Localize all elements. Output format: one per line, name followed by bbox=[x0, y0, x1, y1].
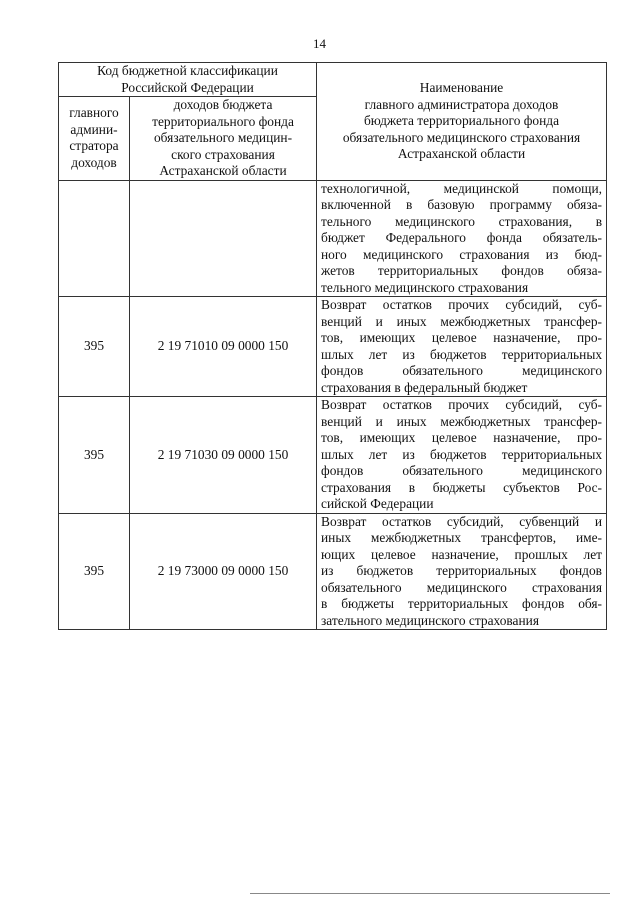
header-income-line: доходов бюджета bbox=[173, 97, 273, 112]
name-line: страхования в федеральный бюджет bbox=[321, 379, 528, 395]
name-line: ющих целевое назначение, прошлых лет bbox=[321, 546, 603, 562]
income-code-cell: 2 19 73000 09 0000 150 bbox=[130, 513, 317, 630]
name-line: страхования в бюджеты субъектов Рос- bbox=[321, 479, 603, 495]
name-line: шлых лет из бюджетов территориальных bbox=[321, 346, 603, 362]
name-line: Возврат остатков субсидий, субвенций и bbox=[321, 513, 603, 529]
table-row bbox=[59, 513, 607, 630]
name-line: тельного медицинского страхования bbox=[321, 279, 529, 295]
budget-classification-table bbox=[58, 62, 607, 630]
header-name-line: главного администратора доходов bbox=[364, 96, 559, 112]
admin-code-cell: 395 bbox=[59, 397, 130, 514]
name-line: Возврат остатков прочих субсидий, суб- bbox=[321, 397, 603, 412]
name-line: фондов обязательного медицинского bbox=[321, 363, 603, 378]
table-row bbox=[59, 397, 607, 514]
header-name-line: обязательного медицинского страхования bbox=[342, 129, 581, 145]
name-line: бюджет Федерального фонда обязатель- bbox=[321, 230, 603, 245]
name-line: иных межбюджетных трансфертов, име- bbox=[321, 530, 603, 545]
name-cell bbox=[317, 513, 607, 630]
scan-edge-line bbox=[250, 893, 610, 894]
name-line: тов, имеющих целевое назначение, про- bbox=[321, 430, 603, 445]
name-line: сийской Федерации bbox=[321, 496, 434, 511]
name-line: шлых лет из бюджетов территориальных bbox=[321, 446, 603, 462]
header-income-line: территориального фонда bbox=[152, 113, 294, 129]
name-line: тов, имеющих целевое назначение, про- bbox=[321, 330, 603, 345]
name-line: из бюджетов территориальных фондов bbox=[321, 563, 603, 578]
header-admin-line: стратора bbox=[69, 138, 119, 154]
header-code-group bbox=[59, 63, 317, 97]
income-code-cell bbox=[130, 180, 317, 297]
name-cell bbox=[317, 397, 607, 514]
page-number: 14 bbox=[313, 36, 326, 51]
header-income-line: Астраханской области bbox=[159, 163, 287, 178]
header-admin-column bbox=[59, 97, 130, 181]
name-line: в бюджеты территориальных фондов обя- bbox=[321, 596, 603, 611]
name-line: ного медицинского страхования из бюд- bbox=[321, 246, 603, 262]
admin-code-cell: 395 bbox=[59, 513, 130, 630]
header-name-line: бюджета территориального фонда bbox=[363, 113, 560, 128]
header-admin-line: главного bbox=[69, 105, 119, 121]
name-cell bbox=[317, 180, 607, 297]
header-name-line: Астраханской области bbox=[397, 146, 526, 161]
header-name-line: Наименование bbox=[419, 80, 504, 95]
header-code-group-line: Код бюджетной классификации bbox=[97, 63, 278, 78]
header-income-line: обязательного медицин- bbox=[153, 130, 293, 145]
name-line: обязательного медицинского страхования bbox=[321, 579, 603, 595]
admin-code-cell: 395 bbox=[59, 297, 130, 397]
name-line: тельного медицинского страхования, в bbox=[321, 213, 603, 229]
header-income-column bbox=[130, 97, 317, 181]
name-line: жетов территориальных фондов обяза- bbox=[321, 263, 603, 278]
name-line: включенной в базовую программу обяза- bbox=[321, 197, 603, 212]
header-admin-line: админи- bbox=[70, 121, 118, 137]
table-row bbox=[59, 180, 607, 297]
name-line: венций и иных межбюджетных трансфер- bbox=[321, 313, 603, 329]
income-code-cell: 2 19 71010 09 0000 150 bbox=[130, 297, 317, 397]
name-line: зательного медицинского страхования bbox=[321, 612, 539, 628]
admin-code-cell bbox=[59, 180, 130, 297]
header-income-line: ского страхования bbox=[171, 146, 275, 162]
name-line: Возврат остатков прочих субсидий, суб- bbox=[321, 297, 603, 312]
header-name-column bbox=[317, 63, 607, 181]
header-code-group-line: Российской Федерации bbox=[121, 79, 254, 95]
header-admin-line: доходов bbox=[71, 154, 117, 170]
name-line: технологичной, медицинской помощи, bbox=[321, 180, 603, 196]
name-cell bbox=[317, 297, 607, 397]
table-row bbox=[59, 297, 607, 397]
name-line: фондов обязательного медицинского bbox=[321, 463, 603, 478]
income-code-cell: 2 19 71030 09 0000 150 bbox=[130, 397, 317, 514]
name-line: венций и иных межбюджетных трансфер- bbox=[321, 413, 603, 429]
